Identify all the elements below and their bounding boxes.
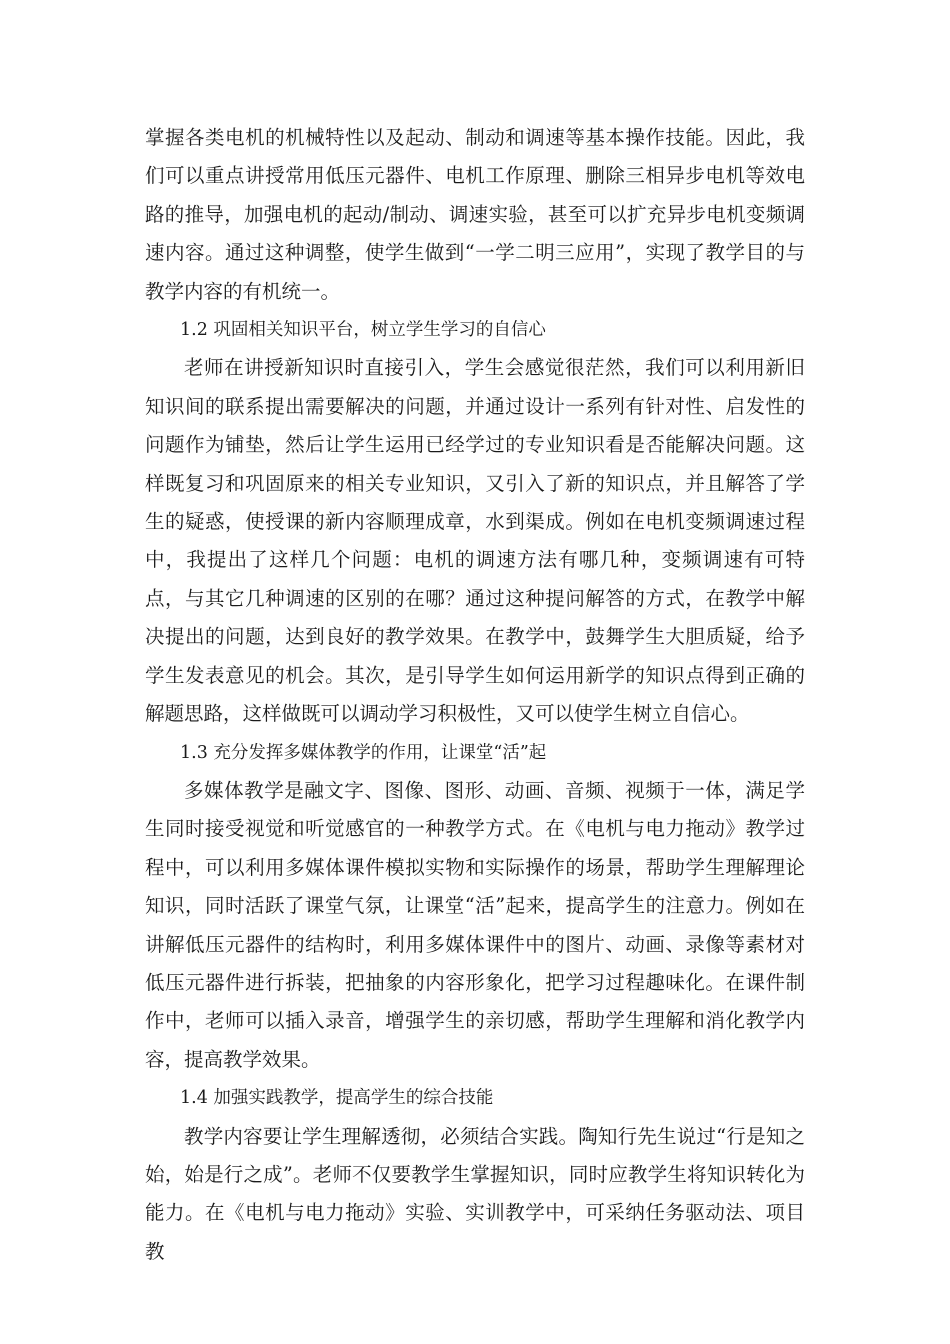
paragraph-1-2-body: 老师在讲授新知识时直接引入，学生会感觉很茫然，我们可以利用新旧知识间的联系提出需要解决的问题，并通过设计一系列有针对性、启发性的问题作为铺垫，然后让学生运用已经学过的专业知识看是否能解决问题。这样既复习和巩固原来的相关专业知识，又引入了新的知识点，并且解答了学生的疑惑，使授课的新内容顺理成章，水到渠成。例如在电机变频调速过程中，我提出了这样几个问题：电机的调速方法有哪几种，变频调速有可特点，与其它几种调速的区别的在哪？通过这种提问解答的方式，在教学中解决提出的问题，达到良好的教学效果。在教学中，鼓舞学生大胆质疑，给予学生发表意见的机会。其次，是引导学生如何运用新学的知识点得到正确的解题思路，这样做既可以调动学习积极性，又可以使学生树立自信心。 (145, 356, 805, 726)
paragraph-1-4-body: 教学内容要让学生理解透彻，必须结合实践。陶知行先生说过“行是知之始，始是行之成”。老师不仅要教学生掌握知识，同时应教学生将知识转化为能力。在《电机与电力拖动》实验、实训教学中，可采纳任务驱动法、项目教 (145, 1124, 805, 1263)
section-heading-1-4: 1.4 加强实践教学，提高学生的综合技能 (180, 1088, 494, 1109)
paragraph-continued: 掌握各类电机的机械特性以及起动、制动和调速等基本操作技能。因此，我们可以重点讲授常用低压元器件、电机工作原理、删除三相异步电机等效电路的推导，加强电机的起动/制动、调速实验，甚至可以扩充异步电机变频调速内容。通过这种调整，使学生做到“一学二明三应用”，实现了教学目的与教学内容的有机统一。 (145, 126, 805, 303)
document-body (145, 119, 805, 1271)
section-heading-1-2: 1.2 巩固相关知识平台，树立学生学习的自信心 (180, 320, 546, 341)
paragraph-1-3-body: 多媒体教学是融文字、图像、图形、动画、音频、视频于一体，满足学生同时接受视觉和听觉感官的一种教学方式。在《电机与电力拖动》教学过程中，可以利用多媒体课件模拟实物和实际操作的场景，帮助学生理解理论知识，同时活跃了课堂气氛，让课堂“活”起来，提高学生的注意力。例如在讲解低压元器件的结构时，利用多媒体课件中的图片、动画、录像等素材对低压元器件进行拆装，把抽象的内容形象化，把学习过程趣味化。在课件制作中，老师可以插入录音，增强学生的亲切感，帮助学生理解和消化教学内容，提高教学效果。 (145, 778, 805, 1071)
section-heading-1-3: 1.3 充分发挥多媒体教学的作用，让课堂“活”起 (180, 742, 547, 763)
